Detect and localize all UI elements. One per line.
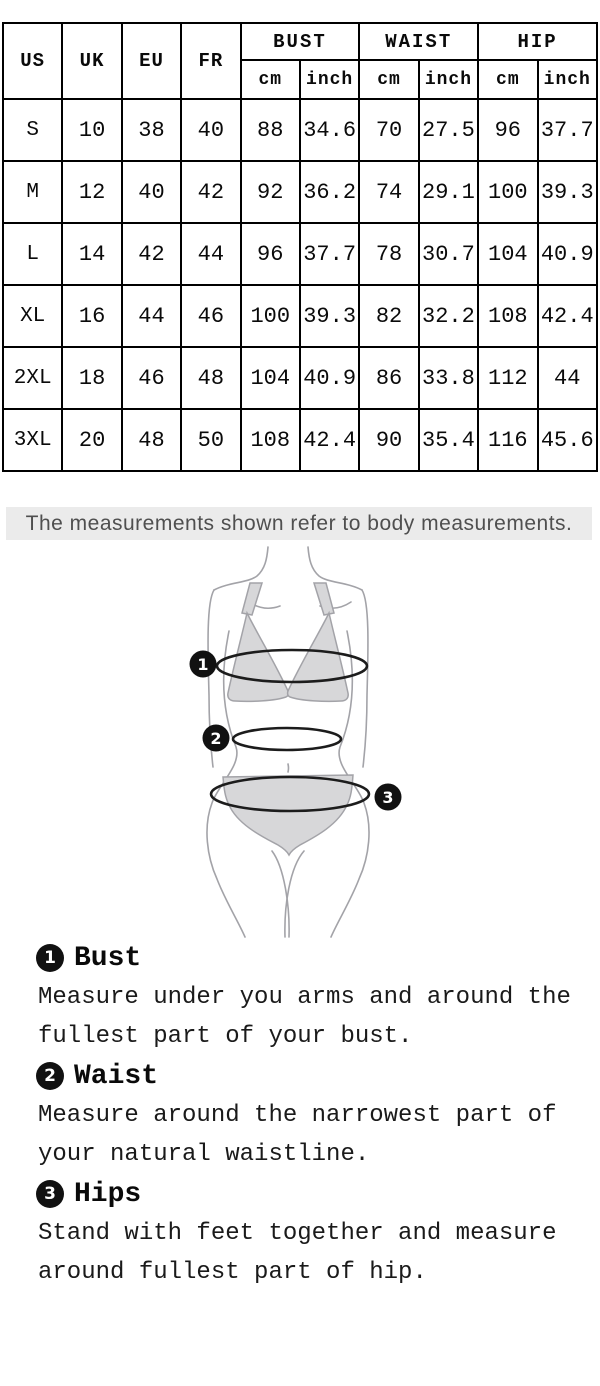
section-title: Hips: [74, 1178, 142, 1210]
value-cell: 116: [478, 409, 537, 471]
unit-header-bust-cm: cm: [241, 60, 300, 99]
value-cell: 108: [241, 409, 300, 471]
size-chart: [2, 22, 598, 472]
value-cell: 100: [241, 285, 300, 347]
value-cell: 42: [122, 223, 181, 285]
value-cell: 82: [359, 285, 418, 347]
value-cell: 27.5: [419, 99, 478, 161]
section-heading: [36, 1056, 598, 1096]
measuring-instructions: [36, 938, 598, 1292]
value-cell: 48: [122, 409, 181, 471]
value-cell: 33.8: [419, 347, 478, 409]
section-body: Measure under you arms and around the fullest part of your bust.: [38, 984, 571, 1050]
value-cell: 78: [359, 223, 418, 285]
value-cell: 100: [478, 161, 537, 223]
value-cell: 18: [62, 347, 121, 409]
value-cell: 40.9: [300, 347, 359, 409]
size-cell: 3XL: [3, 409, 62, 471]
value-cell: 42.4: [300, 409, 359, 471]
value-cell: 30.7: [419, 223, 478, 285]
group-header-bust: BUST: [241, 23, 360, 60]
section-heading: [36, 1174, 598, 1214]
size-cell: 2XL: [3, 347, 62, 409]
unit-header-hip-inch: inch: [538, 60, 597, 99]
bikini-bottom: [223, 775, 353, 855]
section-body: Stand with feet together and measure around fullest part of hip.: [38, 1220, 557, 1286]
value-cell: 42: [181, 161, 240, 223]
measurement-note: [6, 507, 592, 540]
measurement-note-text: The measurements shown refer to body measurements.: [25, 511, 573, 535]
size-cell: M: [3, 161, 62, 223]
table-row-s: [3, 99, 597, 161]
header-cell-uk: UK: [62, 23, 121, 99]
value-cell: 50: [181, 409, 240, 471]
table-row-m: [3, 161, 597, 223]
value-cell: 12: [62, 161, 121, 223]
table-row-xl: [3, 285, 597, 347]
value-cell: 20: [62, 409, 121, 471]
value-cell: 36.2: [300, 161, 359, 223]
table-row-2xl: [3, 347, 597, 409]
value-cell: 112: [478, 347, 537, 409]
value-cell: 14: [62, 223, 121, 285]
bikini-top: [228, 583, 348, 701]
value-cell: 46: [181, 285, 240, 347]
instruction-section-hips: [36, 1174, 598, 1292]
size-cell: S: [3, 99, 62, 161]
unit-header-hip-cm: cm: [478, 60, 537, 99]
instruction-section-bust: [36, 938, 598, 1056]
unit-header-bust-inch: inch: [300, 60, 359, 99]
value-cell: 40: [181, 99, 240, 161]
value-cell: 16: [62, 285, 121, 347]
body-measurement-diagram: [150, 545, 450, 945]
value-cell: 90: [359, 409, 418, 471]
unit-header-waist-inch: inch: [419, 60, 478, 99]
table-row-3xl: [3, 409, 597, 471]
bust-marker-number: 1: [197, 655, 209, 674]
unit-header-waist-cm: cm: [359, 60, 418, 99]
header-cell-us: US: [3, 23, 62, 99]
section-title: Bust: [74, 942, 142, 974]
value-cell: 104: [478, 223, 537, 285]
value-cell: 10: [62, 99, 121, 161]
waist-line: [233, 728, 341, 750]
value-cell: 37.7: [538, 99, 597, 161]
waist-number-badge: 2: [36, 1062, 64, 1090]
torso-figure: [150, 545, 450, 945]
section-heading: [36, 938, 598, 978]
value-cell: 96: [241, 223, 300, 285]
header-cell-fr: FR: [181, 23, 240, 99]
value-cell: 104: [241, 347, 300, 409]
value-cell: 40: [122, 161, 181, 223]
value-cell: 44: [538, 347, 597, 409]
value-cell: 92: [241, 161, 300, 223]
value-cell: 44: [122, 285, 181, 347]
section-body: Measure around the narrowest part of your natural waistline.: [38, 1102, 557, 1168]
header-cell-eu: EU: [122, 23, 181, 99]
size-cell: L: [3, 223, 62, 285]
size-cell: XL: [3, 285, 62, 347]
value-cell: 74: [359, 161, 418, 223]
hips-number-badge: 3: [36, 1180, 64, 1208]
value-cell: 108: [478, 285, 537, 347]
value-cell: 44: [181, 223, 240, 285]
value-cell: 48: [181, 347, 240, 409]
value-cell: 42.4: [538, 285, 597, 347]
group-header-hip: HIP: [478, 23, 597, 60]
table-header-row-groups: [3, 23, 597, 60]
value-cell: 45.6: [538, 409, 597, 471]
value-cell: 29.1: [419, 161, 478, 223]
value-cell: 70: [359, 99, 418, 161]
value-cell: 88: [241, 99, 300, 161]
value-cell: 86: [359, 347, 418, 409]
value-cell: 37.7: [300, 223, 359, 285]
value-cell: 39.3: [300, 285, 359, 347]
section-title: Waist: [74, 1060, 159, 1092]
table-row-l: [3, 223, 597, 285]
instruction-section-waist: [36, 1056, 598, 1174]
value-cell: 96: [478, 99, 537, 161]
torso-outline: [207, 547, 369, 937]
size-chart-table: [2, 22, 598, 472]
bust-number-badge: 1: [36, 944, 64, 972]
value-cell: 32.2: [419, 285, 478, 347]
value-cell: 38: [122, 99, 181, 161]
value-cell: 40.9: [538, 223, 597, 285]
value-cell: 46: [122, 347, 181, 409]
value-cell: 34.6: [300, 99, 359, 161]
hip-marker-number: 3: [382, 788, 394, 807]
waist-marker-number: 2: [210, 729, 222, 748]
value-cell: 39.3: [538, 161, 597, 223]
value-cell: 35.4: [419, 409, 478, 471]
group-header-waist: WAIST: [359, 23, 478, 60]
